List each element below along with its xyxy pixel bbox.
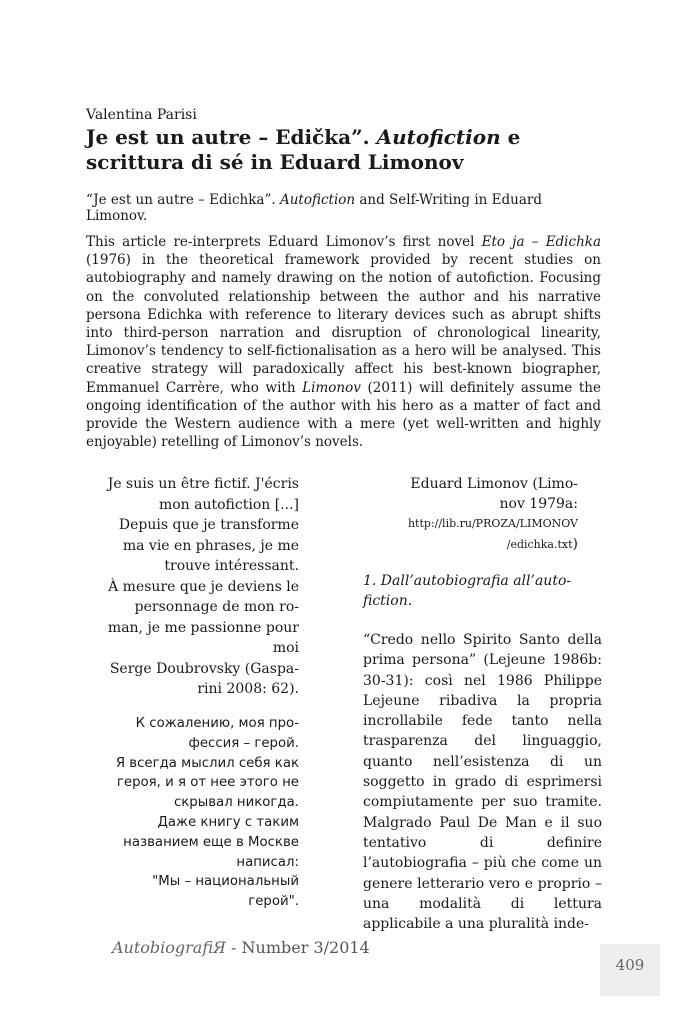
epigraph-line: moi — [272, 640, 299, 656]
english-title — [86, 192, 606, 224]
title-part2: e scrittura di sé in Eduard Limonov — [86, 125, 521, 174]
epigraph-line: À mesure que je deviens le — [108, 578, 299, 595]
page-footer — [112, 938, 370, 957]
abstract — [86, 233, 601, 451]
epigraph-source — [363, 474, 578, 555]
epigraph-line: герой". — [248, 894, 299, 910]
page-number: 409 — [615, 956, 645, 974]
epigraph-line: героя, и я от нее этого не — [116, 775, 299, 791]
epigraph-line: mon autofiction [...] — [158, 496, 299, 513]
source-close: ) — [572, 536, 578, 552]
epigraph-french — [99, 474, 299, 700]
epigraph-line: Я всегда мыслил себя как — [115, 755, 299, 771]
abstract-italic2: Limonov — [302, 379, 361, 396]
epigraph-line: фессия – герой. — [188, 735, 299, 751]
epigraph-line: Даже книгу с таким — [157, 814, 299, 830]
body-paragraph: “Credo nello Spirito Santo della prima persona” (Lejeune 1986b: 30-31): così nel 1986 Philippe Lejeune ribadiva la propria incrollabile fede tanto nella trasparenza del linguaggio, quanto nell’esistenza di un soggetto in grado di esprimersi compiutamente per suo tramite. Malgrado Paul De Man e il suo tentativo di definire l’autobiografia – più che come un genere letterario vero e proprio – una modalità di lettura applicabile a una pluralità inde- — [363, 632, 602, 933]
epigraph-line: Depuis que je transforme — [118, 517, 299, 533]
en-title-italic: Autofiction — [279, 192, 356, 208]
epigraph-line: К сожалению, моя про- — [135, 716, 299, 731]
epigraph-line: rini 2008: 62). — [197, 681, 299, 697]
abstract-part2: (1976) in the theoretical framework provided by recent studies on autobiography and namely drawing on the notion of autofiction. Focusing on the convoluted relationship between the author and his narrative persona Edichka with reference to literary devices such as abrupt shifts into third-person narration and disruption of chronological linearity, Limonov’s tendency to self-fictionalisation as a hero will be analysed. This creative strategy will paradoxically affect his best-known biographer, Emmanuel Carrère, who with — [86, 252, 601, 396]
en-title-part1: “Je est un autre – Edichka”. — [86, 192, 280, 208]
epigraph-line: ma vie en phrases, je me — [122, 537, 299, 554]
abstract-part1: This article re-interprets Eduard Limonov’s first novel — [86, 234, 482, 250]
journal-issue: - Number 3/2014 — [225, 938, 370, 957]
abstract-italic1: Eto ja – Edichka — [481, 234, 601, 250]
epigraph-line: man, je me passionne pour — [107, 619, 299, 636]
epigraph-line: названием еще в Москве — [123, 834, 299, 850]
article-title — [86, 125, 606, 175]
epigraph-line: personnage de mon ro- — [134, 599, 299, 615]
title-italic: Autofiction — [376, 125, 501, 149]
source-url: http://lib.ru/PROZA/LIMONOV — [407, 517, 578, 530]
article-author: Valentina Parisi — [86, 107, 197, 123]
epigraph-line: Serge Doubrovsky (Gaspa- — [109, 660, 299, 677]
epigraph-line: написал: — [236, 854, 299, 870]
section-heading-line: 1. Dall’autobiografia all’auto- — [363, 573, 572, 589]
epigraph-line: Je suis un être fictif. J'écris — [107, 476, 299, 492]
epigraph-line: trouve intéressant. — [164, 558, 299, 574]
section-heading-line: fiction. — [363, 593, 413, 609]
epigraph-line: скрывал никогда. — [173, 795, 299, 811]
title-part1: Je est un autre – Edička”. — [86, 125, 377, 149]
epigraph-line: "Мы – национальный — [152, 874, 299, 890]
source-line: nov 1979a: — [499, 496, 578, 512]
en-title-part2: and Self-Writing in Eduard Limonov. — [86, 192, 543, 224]
journal-name: AutobiografiЯ — [112, 938, 226, 957]
source-line: Eduard Limonov (Limo- — [410, 476, 578, 492]
abstract-part3: (2011) will definitely assume the ongoing identification of the author with his hero as a matter of fact and provide the Western audience with a mere (yet well-written and highly enjoyable) retelling of Limonov’s novels. — [86, 379, 601, 451]
epigraph-russian — [99, 714, 299, 912]
source-url: /edichka.txt — [506, 538, 573, 551]
section-heading — [363, 571, 602, 611]
